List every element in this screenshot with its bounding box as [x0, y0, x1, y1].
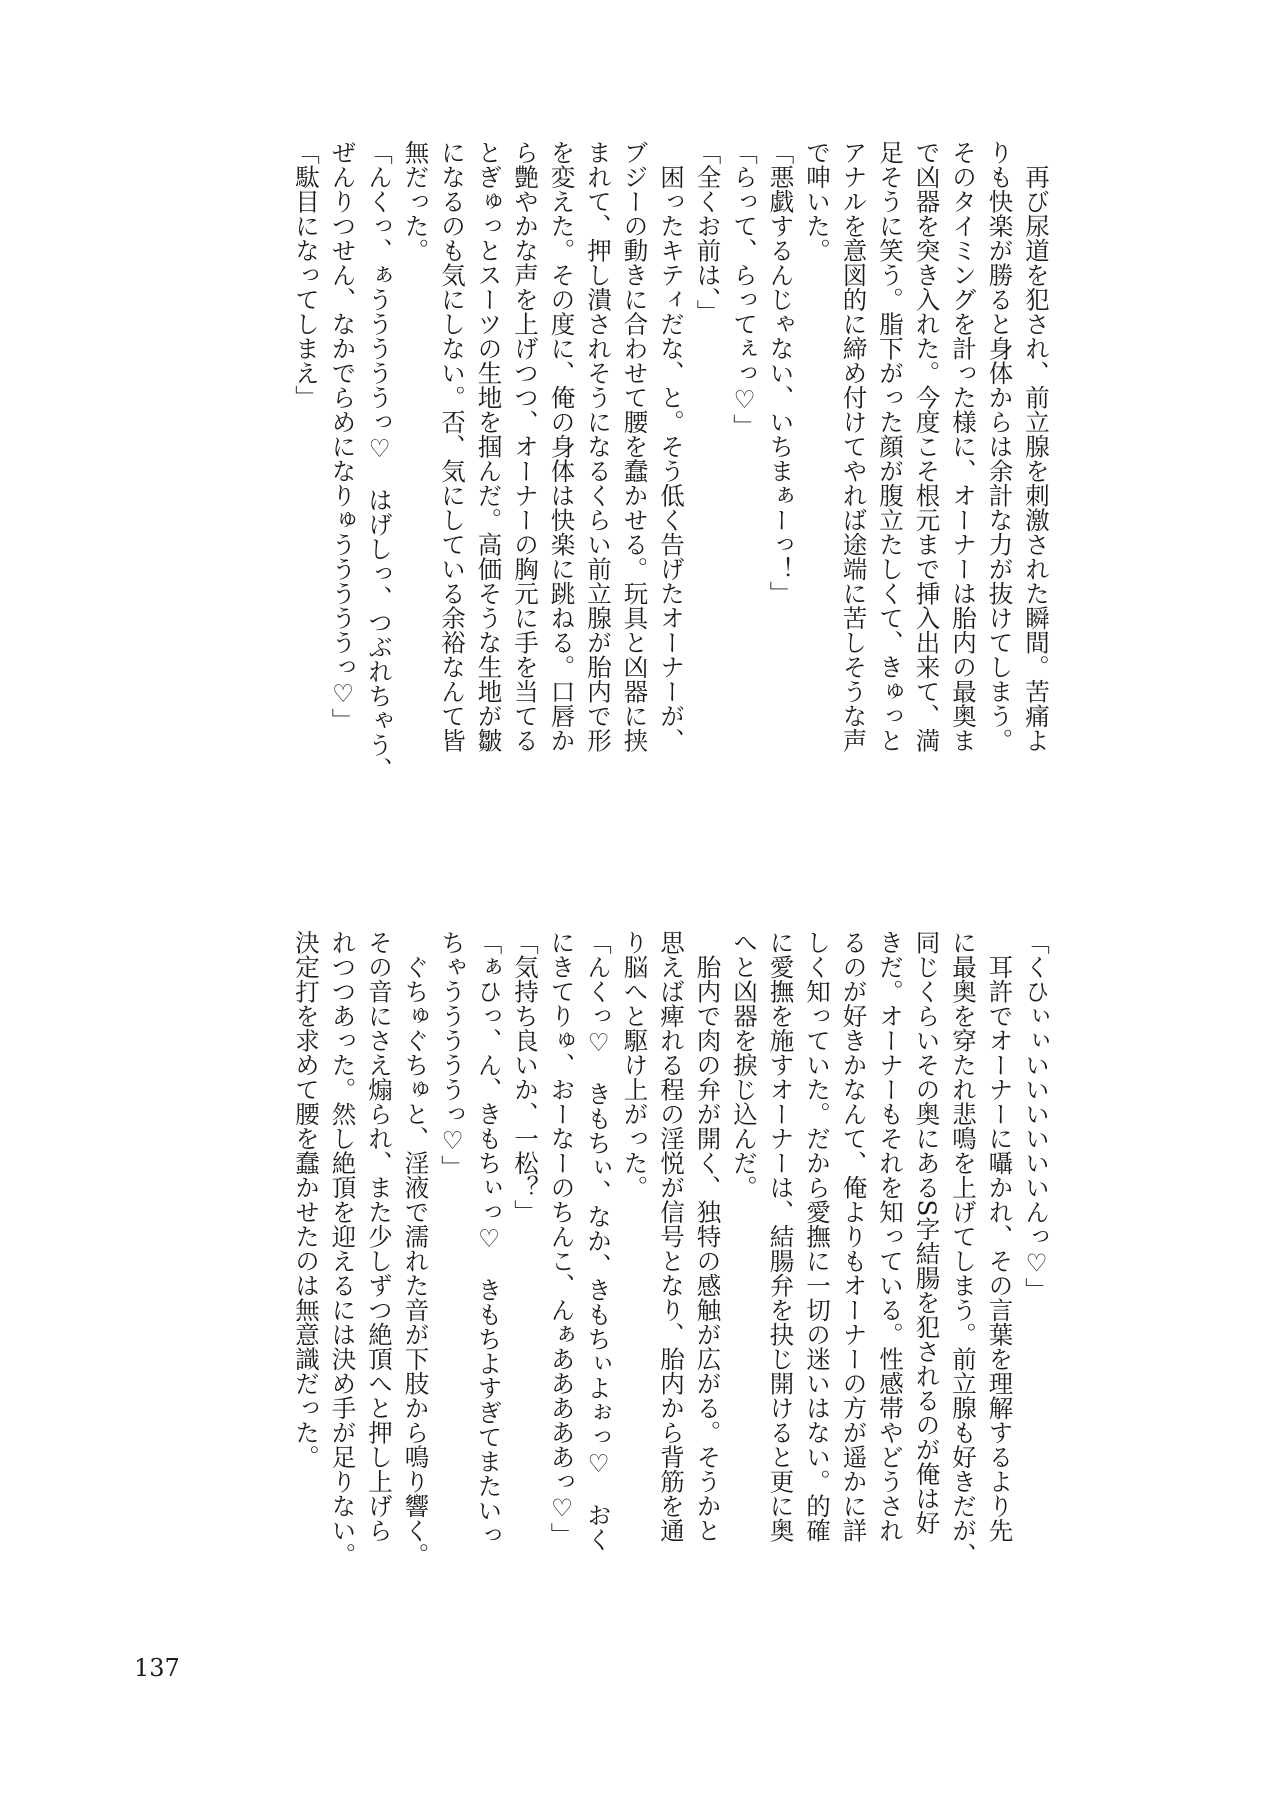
text-line: で呻いた。: [803, 140, 832, 263]
text-line: りも快楽が勝ると身体からは余計な力が抜けてしまう。: [985, 140, 1015, 753]
text-line: 胎内で肉の弁が開く、独特の感触が広がる。そうかと: [693, 930, 723, 1543]
text-line: きだ。オーナーもそれを知っている。性感帯やどうされ: [876, 930, 905, 1543]
text-line: そのタイミングを計った様に、オーナーは胎内の最奥ま: [949, 140, 978, 753]
text-line: 耳許でオーナーに囁かれ、その言葉を理解するより先: [985, 930, 1015, 1543]
text-line: にきてりゅ、おーなーのちんこ、んぁあああああっ♡」: [547, 930, 577, 1547]
text-line: へと凶器を捩じ込んだ。: [730, 930, 759, 1200]
text-line: に愛撫を施すオーナーは、結腸弁を抉じ開けると更に奥: [766, 930, 796, 1543]
text-line: を変えた。その度に、俺の身体は快楽に跳ねる。口唇か: [547, 140, 577, 753]
text-line: 「全くお前は、」: [693, 140, 723, 324]
text-line: れつつあった。然し絶頂を迎えるには決め手が足りない。: [328, 930, 358, 1567]
page-number: 137: [134, 1654, 180, 1682]
text-block-lower: [288, 930, 1055, 1620]
text-line: で凶器を突き入れた。今度こそ根元まで挿入出来て、満: [912, 140, 942, 753]
text-line: になるのも気にしない。否、気にしている余裕なんて皆: [438, 140, 467, 753]
text-line: 「ぁひっ、ん、きもちぃっ♡ きもちよすぎてまたいっ: [474, 930, 504, 1547]
text-line: 「くひぃぃいいいいいいんっ♡」: [1022, 930, 1051, 1302]
text-line: 「らって、らってぇっ♡」: [730, 140, 759, 439]
text-line: 「んくっ♡ きもちぃ、なか、きもちぃよぉっ♡ おく: [584, 930, 613, 1552]
text-line: 再び尿道を犯され、前立腺を刺激された瞬間。苦痛よ: [1022, 140, 1051, 753]
text-line: 無だった。: [401, 140, 431, 263]
text-line: に最奥を穿たれ悲鳴を上げてしまう。前立腺も好きだが、: [949, 930, 978, 1567]
text-line: 足そうに笑う。脂下がった顔が腹立たしくて、きゅっと: [876, 140, 905, 753]
text-line: 「悪戯するんじゃない、いちまぁーっ！」: [766, 140, 796, 606]
text-line: アナルを意図的に締め付けてやれば途端に苦しそうな声: [839, 140, 869, 753]
text-block-upper: [288, 140, 1055, 840]
text-line: 「気持ち良いか、一松？」: [511, 930, 540, 1224]
text-line: 同じくらいその奥にあるS字結腸を犯されるのが俺は好: [912, 930, 942, 1535]
text-line: ぐちゅぐちゅと、淫液で濡れた音が下肢から鳴り響く。: [401, 930, 431, 1567]
text-line: るのが好きかなんて、俺よりもオーナーの方が遥かに詳: [839, 930, 869, 1543]
text-line: まれて、押し潰されそうになるくらい前立腺が胎内で形: [584, 140, 613, 753]
text-line: 思えば痺れる程の淫悦が信号となり、胎内から背筋を通: [657, 930, 686, 1543]
text-line: しく知っていた。だから愛撫に一切の迷いはない。的確: [803, 930, 832, 1543]
text-line: とぎゅっとスーツの生地を掴んだ。高価そうな生地が皺: [474, 140, 504, 753]
text-line: ら艶やかな声を上げつつ、オーナーの胸元に手を当てる: [511, 140, 540, 753]
text-line: 決定打を求めて腰を蠢かせたのは無意識だった。: [292, 930, 321, 1469]
text-line: 「駄目になってしまえ」: [292, 140, 321, 410]
text-line: 「んくっ、ぁうううううっ♡ はげしっ、つぶれちゃう、: [365, 140, 394, 782]
text-line: 困ったキティだな、と。そう低く告げたオーナーが、: [657, 140, 686, 753]
text-line: ブジーの動きに合わせて腰を蠢かせる。玩具と凶器に挟: [620, 140, 650, 753]
text-line: ちゃうううううっ♡」: [438, 930, 467, 1180]
text-line: ぜんりつせん、なかでらめになりゅうううううっ♡」: [328, 140, 358, 733]
text-line: り脳へと駆け上がった。: [620, 930, 650, 1200]
text-line: その音にさえ煽られ、また少しずつ絶頂へと押し上げら: [365, 930, 394, 1543]
